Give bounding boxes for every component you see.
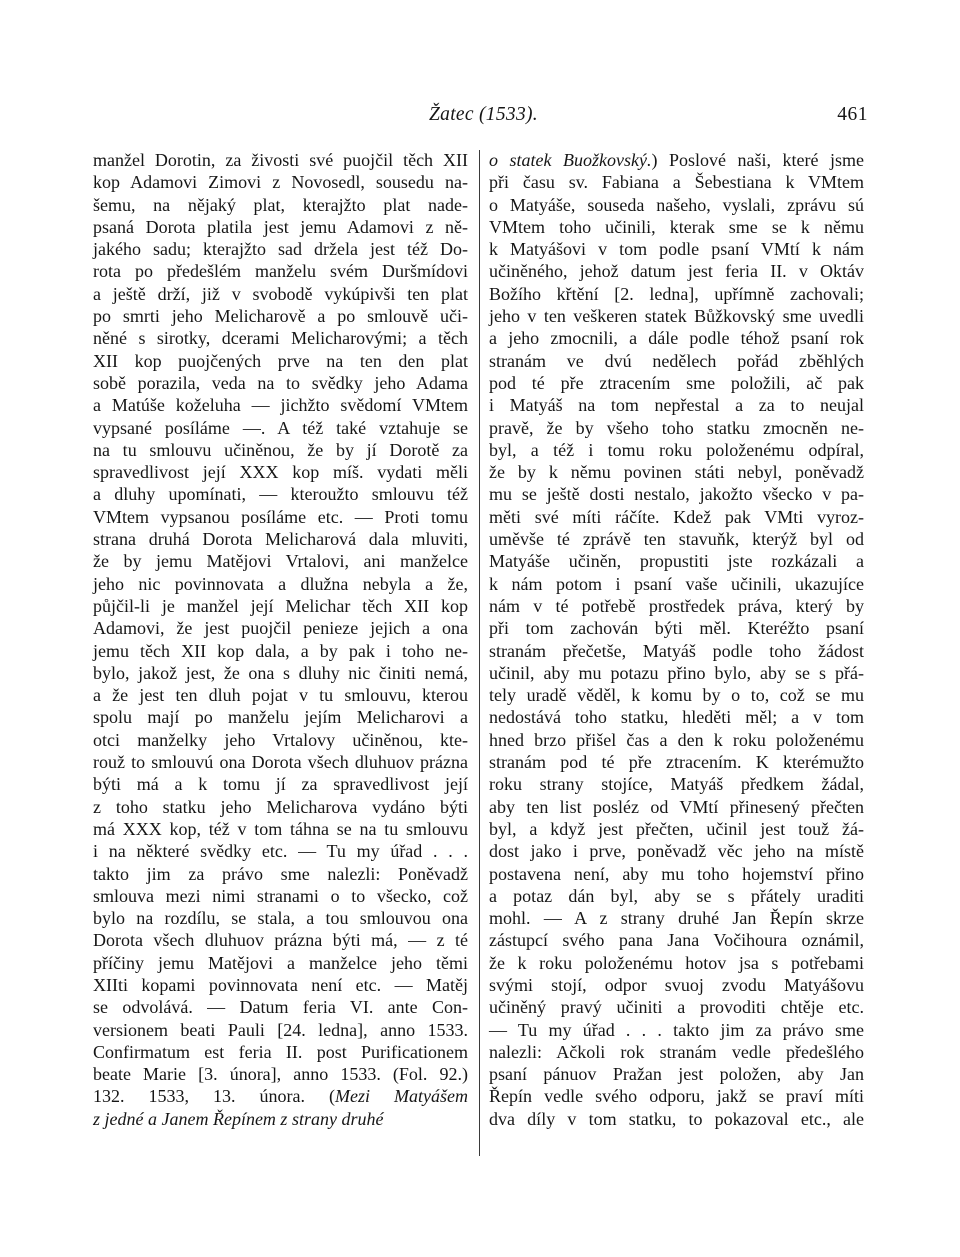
text-line: tely uradě věděl, k komu by o to, což se mu: [489, 685, 864, 706]
text-line: strana druhá Dorota Melicharová dala mluviti,: [93, 529, 468, 550]
text-line: Božího křtění [2. ledna], upřímně zachovali;: [489, 283, 864, 304]
text-line: příčiny jemu Matějovi a manželce jeho těmi: [93, 952, 468, 973]
text-line: Řepín vedle svého odporu, jakž se praví míti: [489, 1086, 864, 1107]
text-line: na tu smlouvu učiněnou, že by jí Dorotě za: [93, 439, 468, 460]
text-line: jemu těch XII kop dala, a by pak i toho ne-: [93, 640, 468, 661]
text-line: rota po předešlém manželu svém Duršmídovi: [93, 261, 468, 282]
text-line: Dorota všech dluhuov prázna býti má, — z té: [93, 930, 468, 951]
text-line: stranám ve dvú nedělech pořád zběhlých: [489, 350, 864, 371]
text-line: spolu mají po manželu jejím Melicharovi a: [93, 707, 468, 728]
text-line: Matyáše učiněn, propustiti jste rozkázali a: [489, 551, 864, 572]
text-line: nalezli: Ačkoli rok stranám vedle předešlého: [489, 1041, 864, 1062]
text-line: a Matúše koželuha — jichžto svědomí VMtem: [93, 395, 468, 416]
text-line: byl, a též i tomu roku položenému odpíral,: [489, 439, 864, 460]
column-divider: [479, 150, 480, 1156]
text-line: byl, a když jest přečten, učinil jest touž žá-: [489, 818, 864, 839]
italic-text: Mezi Matyášem: [335, 1086, 468, 1107]
text-line: vypsané posíláme —. A též také vztahuje se: [93, 417, 468, 438]
italic-text: z jedné a Janem Řepínem z strany druhé: [93, 1108, 384, 1129]
text-line: při času sv. Fabiana a Šebestiana k VMtem: [489, 172, 864, 193]
text-line: jeho v ten veškeren statek Bůžkovský sme uvedli: [489, 306, 864, 327]
text-line: jakého sadu; kterajžto sad držela jest též Do-: [93, 239, 468, 260]
text-line: rouž to smlouvú ona Dorota všech dluhuov prázna: [93, 752, 468, 773]
text-fragment: 132. 1533, 13. února. (: [93, 1086, 336, 1107]
text-line: o Matyáše, souseda našeho, vyslali, zprávu sú: [489, 194, 864, 215]
text-line: — Tu my úřad . . . takto jim za právo sme: [489, 1019, 864, 1040]
text-line: hned brzo přišel čas a den k roku položenému: [489, 729, 864, 750]
text-line: že by k němu povinen státi nebyl, poněvadž: [489, 462, 864, 483]
text-line: bylo na rozdílu, se stala, a tou smlouvou ona: [93, 908, 468, 929]
left-text-column: [93, 149, 468, 1130]
text-line: [489, 149, 864, 171]
text-line: a ještě drží, již v svobodě vykúpivši ten plat: [93, 283, 468, 304]
text-line: VMtem vypsanou posíláme etc. — Proti tomu: [93, 506, 468, 527]
text-line: beate Marie [3. února], anno 1533. (Fol. 92.): [93, 1064, 468, 1085]
text-line: Adamovi, že jest puojčil penieze jejich a ona: [93, 618, 468, 639]
text-line: stranám přečetše, Matyáš podle toho žádost: [489, 640, 864, 661]
text-line: a dluhy upomínati, — kteroužto smlouvu též: [93, 484, 468, 505]
text-line: kop Adamovi Zimovi z Novosedl, sousedu na-: [93, 172, 468, 193]
text-line: měti své míti ráčíte. Kdež pak VMti vyroz-: [489, 506, 864, 527]
text-line: učiněný pravý učiniti a provoditi chtěje etc.: [489, 997, 864, 1018]
text-line: býti má a k tomu jí za spravedlivost její: [93, 774, 468, 795]
text-line: [93, 1085, 468, 1107]
text-line: a jeho zmocnili, a dále podle téhož psaní rok: [489, 328, 864, 349]
text-line: mu se ještě dosti nestalo, jakožto všecko v pa-: [489, 484, 864, 505]
text-line: svými stojí, odpor svuoj zvodu Matyášovu: [489, 974, 864, 995]
text-line: postavena není, aby mu toho hojemství přino: [489, 863, 864, 884]
text-line: něné s sirotky, dcerami Melicharovými; a těch: [93, 328, 468, 349]
text-line: a potaz dán byl, aby se s přátely uraditi: [489, 885, 864, 906]
text-line: má XXX kop, též v tom táhna se na tu smlouvu: [93, 818, 468, 839]
text-line: psaná Dorota platila jest jemu Adamovi z ně-: [93, 216, 468, 237]
text-line: XIIti kopami povinnovata není etc. — Matěj: [93, 974, 468, 995]
text-line: Confirmatum est feria II. post Purificationem: [93, 1041, 468, 1062]
text-line: z toho statku jeho Melicharova vydáno býti: [93, 796, 468, 817]
text-line: a že jest ten dluh pojat v tu smlouvu, kterou: [93, 685, 468, 706]
text-line: nedostává toho statku, hleděti měl; a v tom: [489, 707, 864, 728]
text-line: půjčil-li je manžel její Melichar těch XII kop: [93, 595, 468, 616]
italic-text: o statek Buožkovský.: [489, 150, 652, 170]
text-line: učiněného, jehož datum jest feria II. v Oktáv: [489, 261, 864, 282]
text-line: jeho nic povinnovata a dlužna nebyla a že,: [93, 573, 468, 594]
page-number: 461: [837, 104, 868, 125]
text-line: pod té pře ztracením sme položili, ač pak: [489, 372, 864, 393]
page-header: [0, 104, 960, 132]
text-line: otci manželky jeho Vrtalovy učiněnou, kte-: [93, 729, 468, 750]
text-line: dva díly v tom statku, to pokazoval etc., ale: [489, 1108, 864, 1129]
text-line: i na některé svědky etc. — Tu my úřad . . .: [93, 841, 468, 862]
text-line: XII kop puojčených prve na ten den plat: [93, 350, 468, 371]
text-line: uměvše té zprávě ten stavuňk, kterýž byl od: [489, 529, 864, 550]
text-line: že k roku položenému hotov jsa s potřebami: [489, 952, 864, 973]
text-line: bylo, jakož jest, že ona s dluhy nic činiti nemá,: [93, 662, 468, 683]
text-line: se odvolává. — Datum feria VI. ante Con-: [93, 997, 468, 1018]
text-line: [93, 1108, 468, 1130]
text-line: takto jim za právo sme nalezli: Poněvadž: [93, 863, 468, 884]
text-line: roku strany stojíce, Matyáš předkem žádal,: [489, 774, 864, 795]
text-line: versionem beati Pauli [24. ledna], anno 1533.: [93, 1019, 468, 1040]
text-line: učinil, aby mu potazu přino bylo, aby se s přá-: [489, 662, 864, 683]
text-line: že by jemu Matějovi Vrtalovi, ani manželce: [93, 551, 468, 572]
text-line: k nám potom i psaní vaše učinili, ukazujíce: [489, 573, 864, 594]
text-line: při tom zachován býti měl. Kteréžto psaní: [489, 618, 864, 639]
text-line: šemu, na nějaký plat, kterajžto plat nade-: [93, 194, 468, 215]
text-line: k Matyášovi v tom podle psaní VMtí k nám: [489, 239, 864, 260]
running-title: Žatec (1533).: [429, 104, 538, 125]
text-line: mohl. — A z strany druhé Jan Řepín skrze: [489, 908, 864, 929]
text-line: stranám pod té pře ztracením. K kterémužto: [489, 752, 864, 773]
text-line: manžel Dorotin, za živosti své puojčil těch XII: [93, 150, 468, 170]
text-fragment: ) Poslové naši, které jsme: [651, 150, 865, 170]
text-line: po smrti jeho Melicharově a po smlouvě uči-: [93, 306, 468, 327]
text-line: pravě, že by všeho toho statku zmocněn ne-: [489, 417, 864, 438]
text-line: zástupcí svého pana Jana Vočihoura oznámil,: [489, 930, 864, 951]
text-line: nám v té potřebě prostředek práva, který by: [489, 595, 864, 616]
text-line: spravedlivost její XXX kop míš. vydati měli: [93, 462, 468, 483]
text-line: i Matyáš na tom nepřestal a za to neujal: [489, 395, 864, 416]
text-line: smlouva mezi nimi stranami o to všecko, což: [93, 885, 468, 906]
text-line: aby ten list posléz od VMtí přinesený přečten: [489, 796, 864, 817]
right-text-column: [489, 149, 864, 1130]
text-line: VMtem toho učinili, kterak sme se k němu: [489, 216, 864, 237]
text-line: sobě porazila, veda na to svědky jeho Adama: [93, 372, 468, 393]
text-line: psaní pánuov Pražan jest položen, aby Jan: [489, 1064, 864, 1085]
text-line: dost jako i prve, poněvadž věc jeho na místě: [489, 841, 864, 862]
